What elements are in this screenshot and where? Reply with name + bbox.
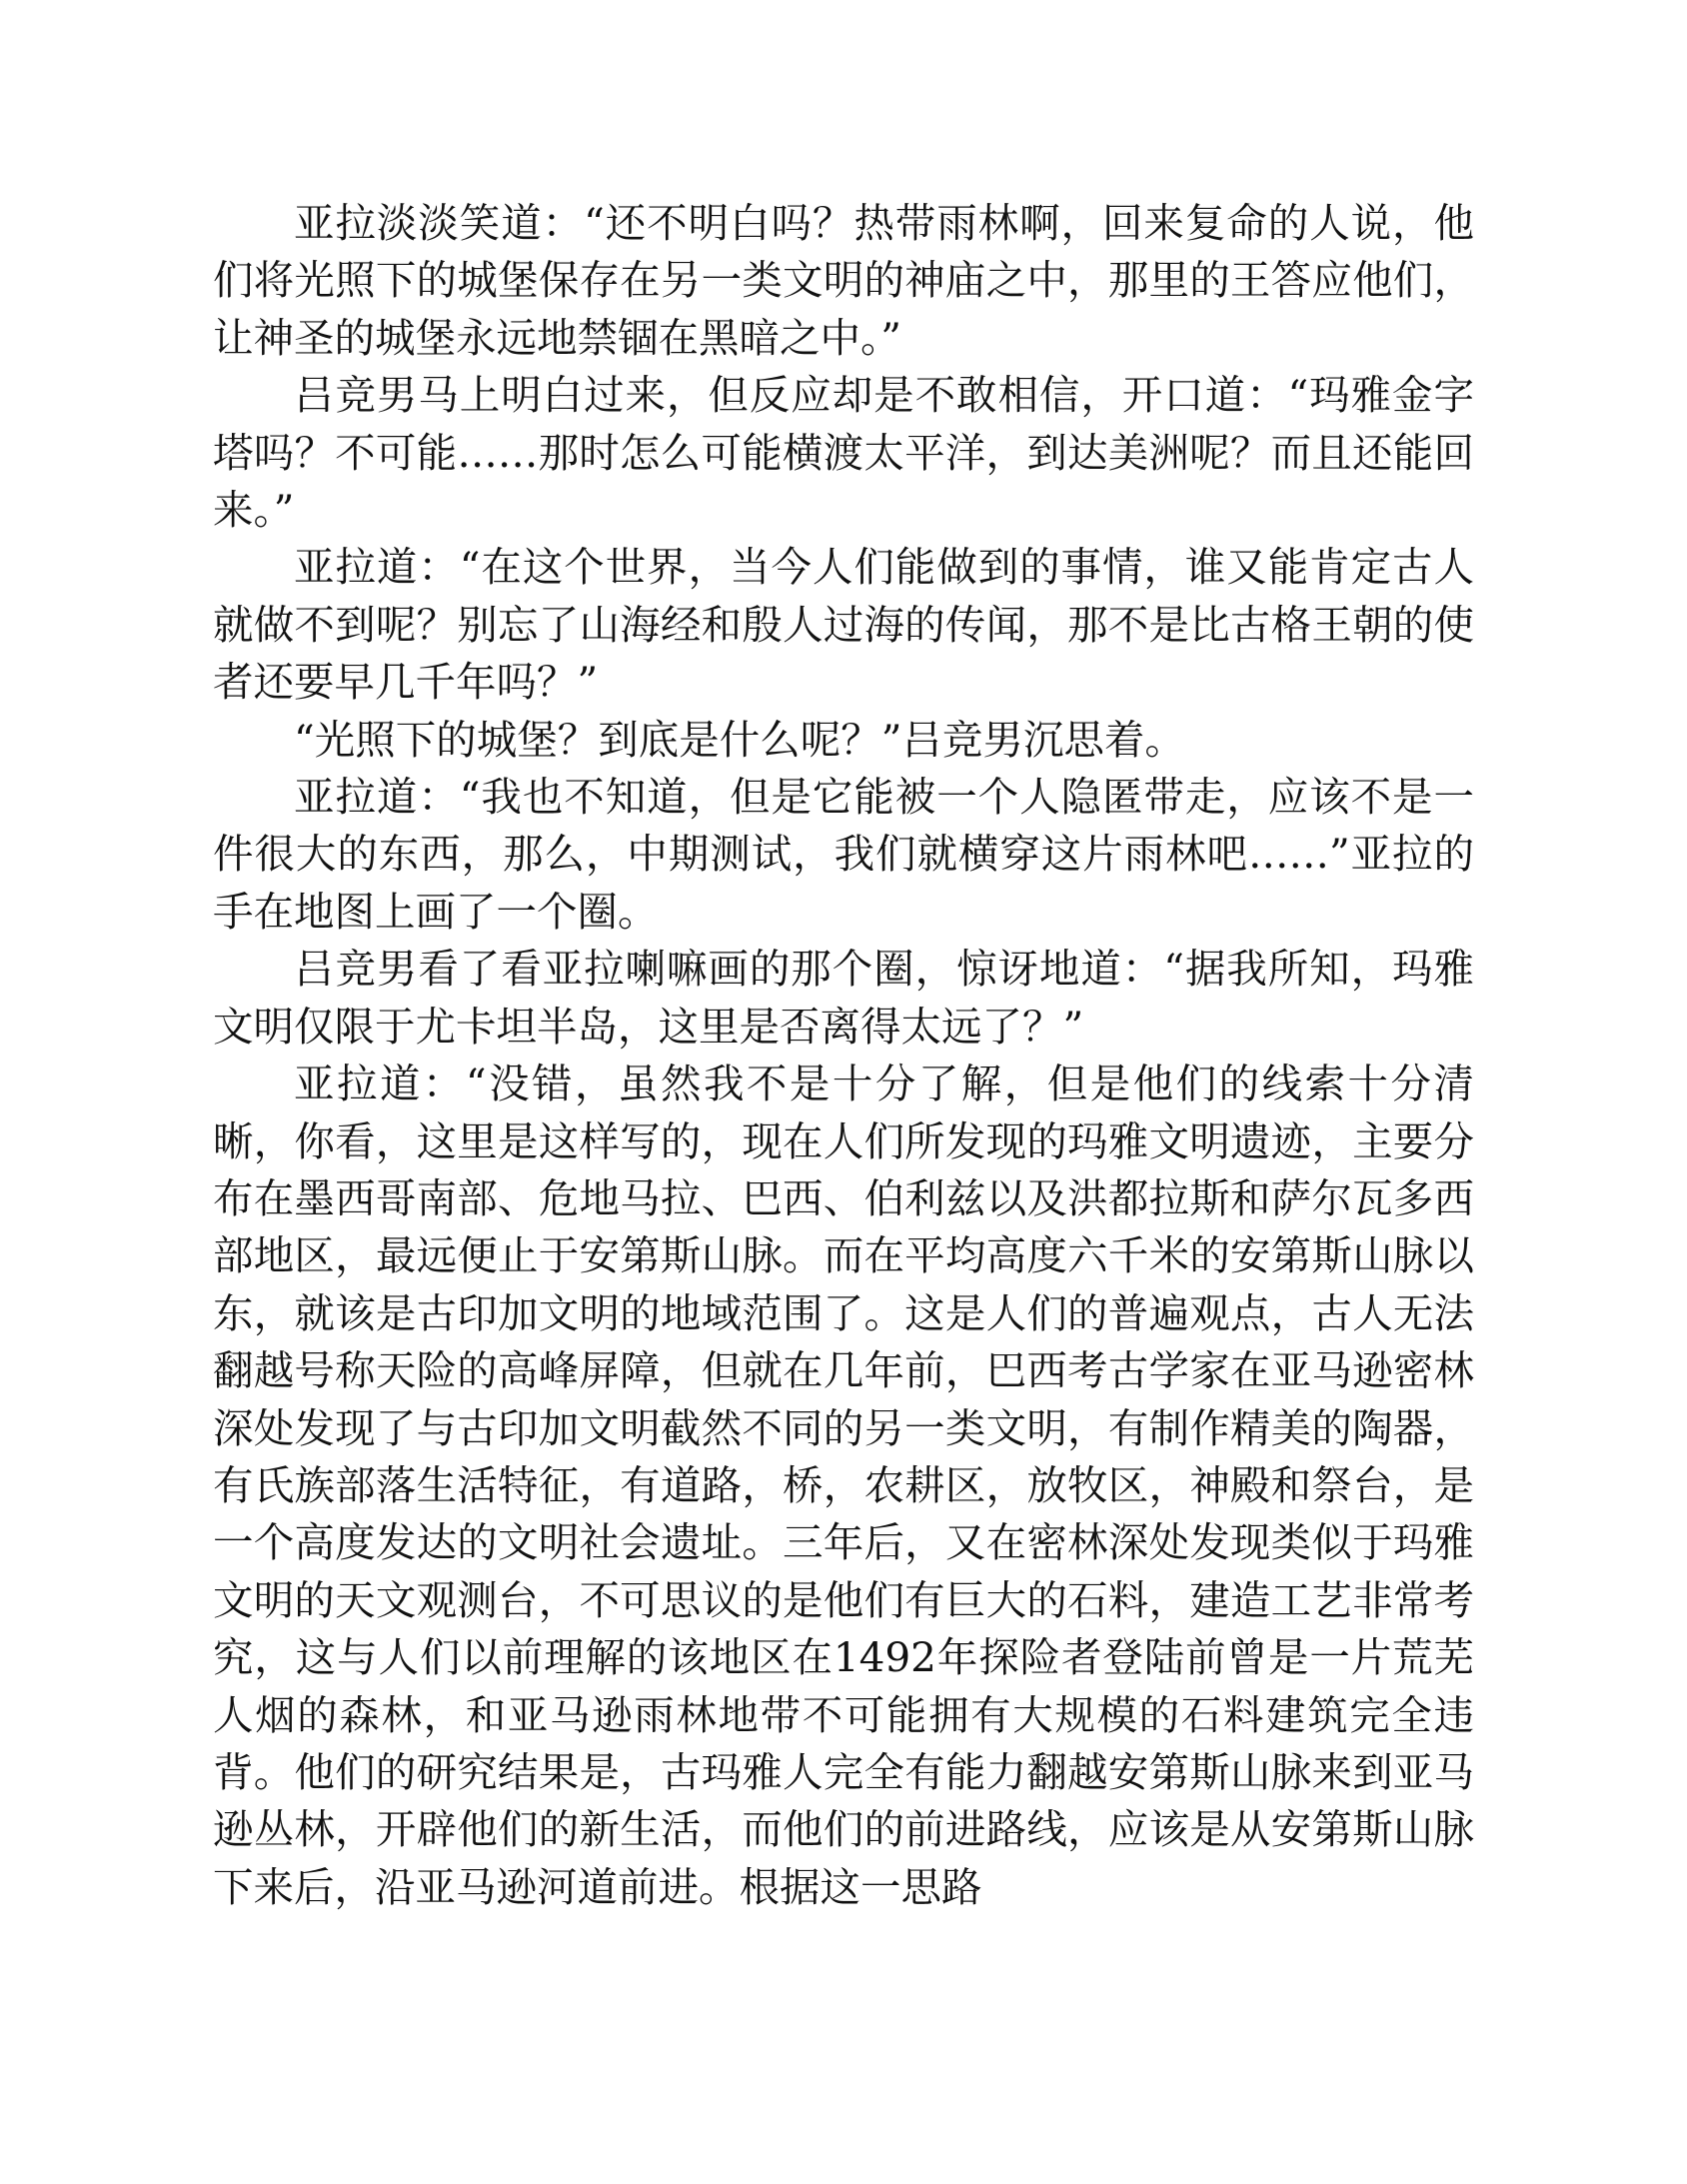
paragraph: 吕竞男马上明白过来，但反应却是不敢相信，开口道：“玛雅金字塔吗？不可能……那时怎么可能横渡太平洋，到达美洲呢？而且还能回来。” <box>213 371 1474 535</box>
paragraph: 亚拉道：“我也不知道，但是它能被一个人隐匿带走，应该不是一件很大的东西，那么，中期测试，我们就横穿这片雨林吧……”亚拉的手在地图上画了一个圈。 <box>213 773 1474 936</box>
paragraph: 亚拉道：“在这个世界，当今人们能做到的事情，谁又能肯定古人就做不到呢？别忘了山海经和殷人过海的传闻，那不是比古格王朝的使者还要早几千年吗？” <box>213 543 1474 707</box>
paragraph: “光照下的城堡？到底是什么呢？”吕竞男沉思着。 <box>294 715 1185 764</box>
paragraph: 吕竞男看了看亚拉喇嘛画的那个圈，惊讶地道：“据我所知，玛雅文明仅限于尤卡坦半岛，这里是否离得太远了？” <box>213 945 1474 1051</box>
text-body <box>213 195 1474 1916</box>
paragraph: 亚拉道：“没错，虽然我不是十分了解，但是他们的线索十分清晰，你看，这里是这样写的，现在人们所发现的玛雅文明遗迹，主要分布在墨西哥南部、危地马拉、巴西、伯利兹以及洪都拉斯和萨尔瓦多西部地区，最远便止于安第斯山脉。而在平均高度六千米的安第斯山脉以东，就该是古印加文明的地域范围了。这是人们的普遍观点，古人无法翻越号称天险的高峰屏障，但就在几年前，巴西考古学家在亚马逊密林深处发现了与古印加文明截然不同的另一类文明，有制作精美的陶器，有氏族部落生活特征，有道路，桥，农耕区，放牧区，神殿和祭台，是一个高度发达的文明社会遗址。三年后，又在密林深处发现类似于玛雅文明的天文观测台，不可思议的是他们有巨大的石料，建造工艺非常考究，这与人们以前理解的该地区在1492年探险者登陆前曾是一片荒芜人烟的森林，和亚马逊雨林地带不可能拥有大规模的石料建筑完全违背。他们的研究结果是，古玛雅人完全有能力翻越安第斯山脉来到亚马逊丛林，开辟他们的新生活，而他们的前进路线，应该是从安第斯山脉下来后，沿亚马逊河道前进。根据这一思路 <box>213 1060 1474 1911</box>
paragraph: 亚拉淡淡笑道：“还不明白吗？热带雨林啊，回来复命的人说，他们将光照下的城堡保存在另一类文明的神庙之中，那里的王答应他们，让神圣的城堡永远地禁锢在黑暗之中。” <box>213 199 1474 362</box>
